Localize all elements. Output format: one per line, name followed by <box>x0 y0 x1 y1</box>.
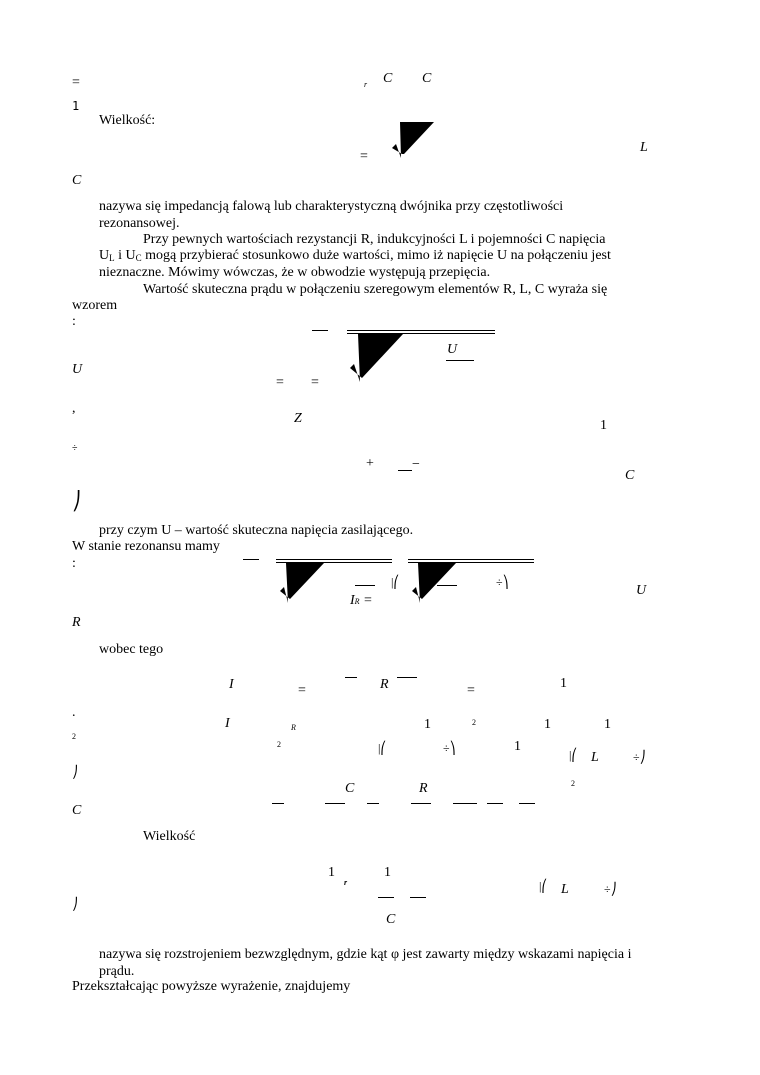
paren-glyph: ÷⎞ <box>443 741 456 755</box>
fraction-bar <box>272 803 284 804</box>
paragraph-supply: przy czym U – wartość skuteczna napięcia zasilającego. <box>99 523 414 538</box>
fraction-bar <box>355 585 375 586</box>
fraction-bar <box>446 360 474 361</box>
radical-sign <box>410 561 460 605</box>
exponent-two: 2 <box>472 718 476 727</box>
number-one: 1 <box>424 717 431 732</box>
paren-glyph: ÷⎠ <box>604 882 617 896</box>
number-one: 1 <box>384 865 391 880</box>
subscript-r: r <box>344 878 348 887</box>
number-one: 1 <box>72 99 80 113</box>
fraction-bar <box>487 803 503 804</box>
wielkosc-label: Wielkość: <box>99 113 156 128</box>
symbol-c: C <box>72 803 82 818</box>
subscript-r: r <box>364 80 368 89</box>
symbol-r: R <box>419 781 428 796</box>
symbol-c: C <box>625 468 635 483</box>
subscript-r: R <box>291 723 296 732</box>
fraction-bar <box>378 897 394 898</box>
radical-sign <box>390 120 436 160</box>
paragraph-overvoltage-line1: Przy pewnych wartościach rezystancji R, indukcyjności L i pojemności C napięcia <box>143 232 606 247</box>
symbol-r: R <box>72 615 81 630</box>
symbol-u: U <box>72 362 83 377</box>
exponent-two: 2 <box>72 732 76 741</box>
paragraph-overvoltage-line3: nieznaczne. Mówimy wówczas, że w obwodzie występują przepięcia. <box>99 265 491 280</box>
fraction-bar <box>325 803 345 804</box>
symbol-c: C <box>72 173 82 188</box>
equals-sign: = <box>311 375 319 390</box>
paren-glyph: ÷⎞ <box>496 575 509 589</box>
symbol-l: L <box>561 882 569 897</box>
number-one: 1 <box>328 865 335 880</box>
equals-sign: = <box>467 683 475 698</box>
paren-glyph: |⎛ <box>378 741 387 755</box>
radical-sign <box>278 561 328 605</box>
symbol-i: I <box>225 716 230 731</box>
symbol-c: C <box>422 71 432 86</box>
symbol-c: C <box>383 71 393 86</box>
symbol-c: C <box>345 781 355 796</box>
number-one: 1 <box>514 739 521 754</box>
fraction-bar <box>243 559 259 560</box>
radical-sign <box>348 332 408 384</box>
exponent-two: 2 <box>277 740 281 749</box>
minus-sign: − <box>412 457 420 472</box>
paragraph-last-line: Przekształcając powyższe wyrażenie, znajdujemy <box>72 979 351 994</box>
symbol-l: L <box>640 140 648 155</box>
dot: . <box>72 705 76 720</box>
symbol-i: I <box>229 677 234 692</box>
number-one: 1 <box>604 717 611 732</box>
number-one: 1 <box>544 717 551 732</box>
wobec-tego-label: wobec tego <box>99 642 164 657</box>
symbol-u: U <box>447 342 458 357</box>
equals-sign: = <box>364 593 372 608</box>
division-glyph: ÷ <box>72 443 78 454</box>
fraction-bar <box>312 330 328 331</box>
number-one: 1 <box>600 418 607 433</box>
wielkosc-label: Wielkość <box>143 829 196 844</box>
brace-glyph: ⎠ <box>72 897 78 911</box>
equals-sign: = <box>72 75 80 90</box>
fraction-bar <box>437 585 457 586</box>
comma: , <box>72 401 76 416</box>
equals-sign: = <box>276 375 284 390</box>
fraction-bar <box>398 470 412 471</box>
symbol-z: Z <box>294 411 302 426</box>
fraction-bar <box>397 677 417 678</box>
brace-glyph: ⎠ <box>72 491 81 511</box>
paragraph-detuning: nazywa się rozstrojeniem bezwzględnym, gdzie kąt φ jest zawarty między wskazami napięcia i prądu. <box>99 947 632 979</box>
fraction-bar <box>519 803 535 804</box>
paragraph-overvoltage-line2: $U_L$ i $U_C$ mogą przybierać stosunkowo duże wartości, mimo iż napięcie U na połączeniu jest <box>99 248 611 263</box>
fraction-bar <box>411 803 431 804</box>
exponent-two: 2 <box>571 779 575 788</box>
paren-glyph: |⎛ <box>391 575 400 589</box>
fraction-bar <box>367 803 379 804</box>
fraction-bar <box>410 897 426 898</box>
symbol-l: L <box>591 750 599 765</box>
fraction-bar <box>453 803 477 804</box>
colon: : <box>72 314 76 329</box>
equals-sign: = <box>360 149 368 164</box>
symbol-u: U <box>636 583 647 598</box>
fraction-bar <box>345 677 357 678</box>
symbol-c: C <box>386 912 396 927</box>
symbol-r: R <box>380 677 389 692</box>
paren-glyph: |⎛ <box>539 879 548 893</box>
number-one: 1 <box>560 676 567 691</box>
equals-sign: = <box>298 683 306 698</box>
paren-glyph: ÷⎠ <box>633 750 646 764</box>
paragraph-impedance: nazywa się impedancją falową lub charakterystyczną dwójnika przy częstotliwości rezonansowej. <box>99 199 564 231</box>
current-ir: IR <box>350 593 360 608</box>
paragraph-current-line1: Wartość skuteczna prądu w połączeniu szeregowym elementów R, L, C wyraża się <box>143 282 608 297</box>
paren-glyph: |⎛ <box>569 748 578 762</box>
colon: : <box>72 556 76 571</box>
plus-sign: + <box>366 456 374 471</box>
paragraph-current-line2: wzorem <box>72 298 118 313</box>
brace-glyph: ⎠ <box>72 765 78 779</box>
resonance-label: W stanie rezonansu mamy <box>72 539 220 554</box>
